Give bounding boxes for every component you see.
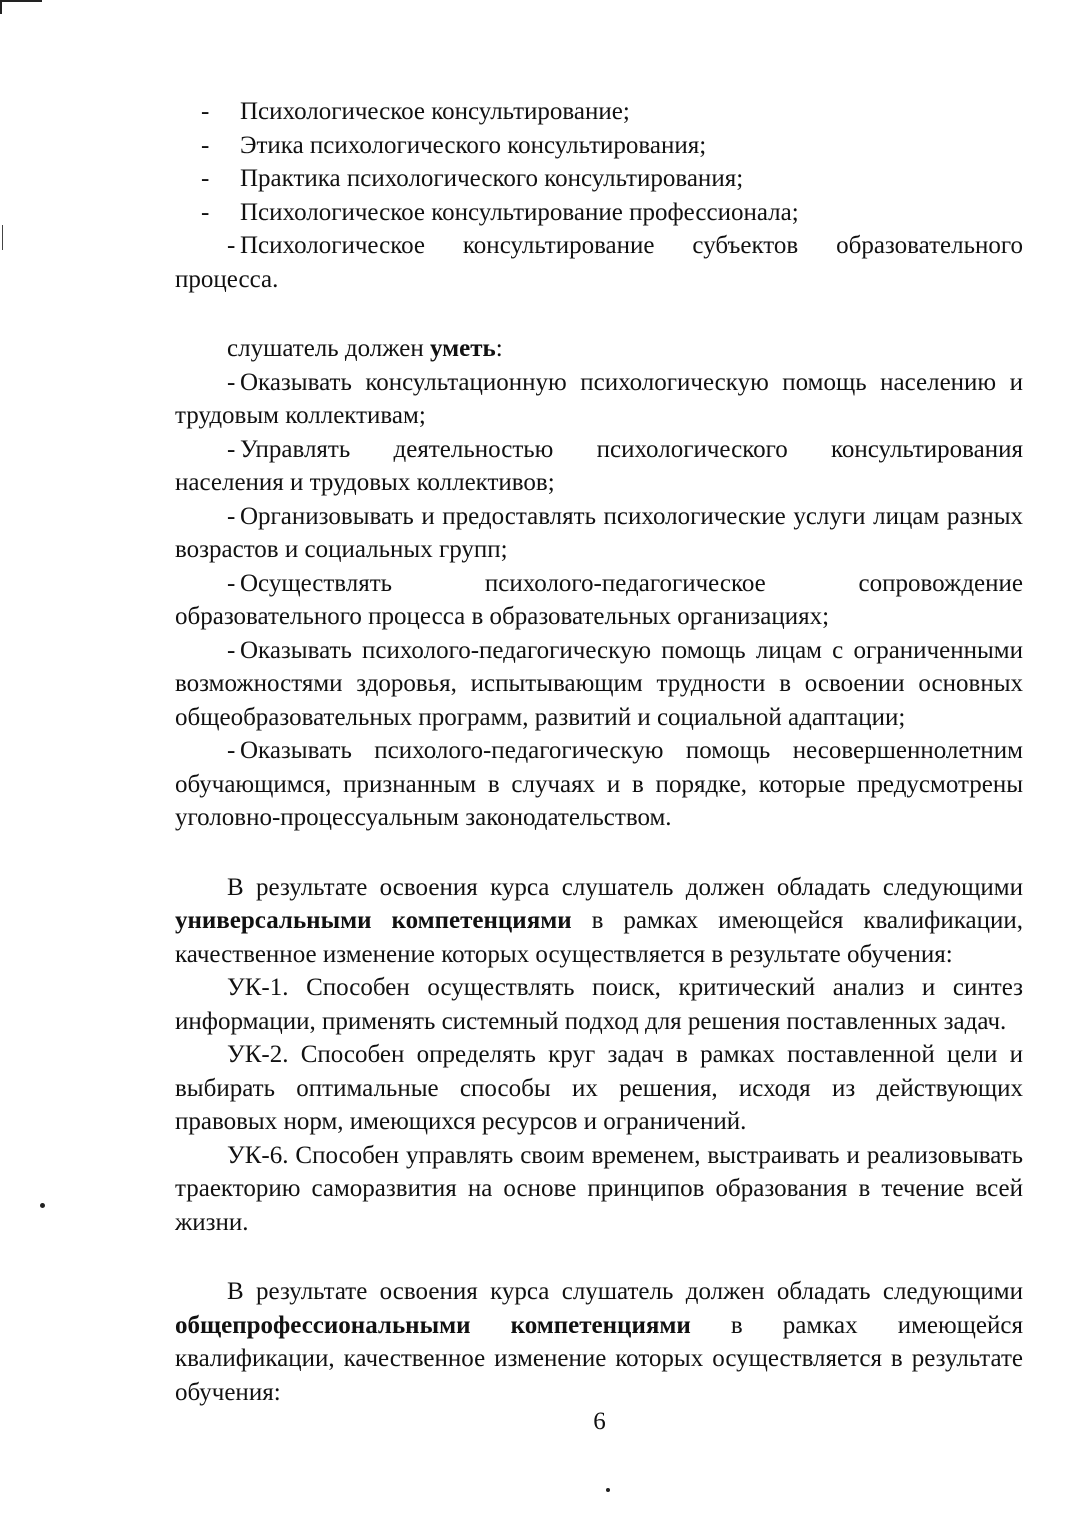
skill-item: - Осуществлять психолого-педагогическое сопровождение образовательного процесса в образовательных организациях; (175, 569, 1023, 630)
scan-speck (606, 1488, 610, 1492)
skill-item: - Управлять деятельностью психологического консультирования населения и трудовых коллективов; (175, 435, 1023, 496)
uk-intro: В результате освоения курса слушатель должен обладать следующими универсальными компетенциями в рамках имеющейся квалификации, качественное изменение которых осуществляется в результате обучения: (175, 873, 1023, 968)
scan-speck (40, 1203, 45, 1208)
list-item: - Психологическое консультирование профессионала; (201, 198, 799, 226)
list-item: - Психологическое консультирование; (201, 98, 630, 125)
document-body (175, 95, 1023, 1409)
skills-intro: слушатель должен уметь: (227, 335, 503, 362)
scan-edge-mark (2, 225, 3, 250)
competence-uk6: УК-6. Способен управлять своим временем, выстраивать и реализовывать траекторию саморазвития на основе принципов образования в течение всей жизни. (175, 1141, 1023, 1236)
list-item: - Этика психологического консультирования; (201, 131, 707, 159)
page-number: 6 (593, 1408, 606, 1435)
list-item: - Практика психологического консультирования; (201, 165, 744, 192)
skill-item: - Организовывать и предоставлять психологические услуги лицам разных возрастов и социальных групп; (175, 502, 1023, 563)
competence-uk1: УК-1. Способен осуществлять поиск, критический анализ и синтез информации, применять системный подход для решения поставленных задач. (175, 974, 1023, 1035)
opk-intro: В результате освоения курса слушатель должен обладать следующими общепрофессиональными компетенциями в рамках имеющейся квалификации, качественное изменение которых осуществляется в результате обучения: (175, 1278, 1023, 1406)
skill-item: - Оказывать психолого-педагогическую помощь несовершеннолетним обучающимся, признанным в случаях и в порядке, которые предусмотрены уголовно-процессуальным законодательством. (175, 737, 1023, 831)
list-item: - Психологическое консультирование субъектов образовательного процесса. (175, 232, 1023, 293)
competence-uk2: УК-2. Способен определять круг задач в рамках поставленной цели и выбирать оптимальные способы их решения, исходя из действующих правовых норм, имеющихся ресурсов и ограничений. (175, 1041, 1023, 1135)
scan-corner-mark (0, 0, 42, 14)
skill-item: - Оказывать психолого-педагогическую помощь лицам с ограниченными возможностями здоровья, испытывающим трудности в освоении основных общеобразовательных программ, развитий и социальной адаптации; (175, 636, 1023, 731)
skill-item: - Оказывать консультационную психологическую помощь населению и трудовым коллективам; (175, 368, 1023, 429)
